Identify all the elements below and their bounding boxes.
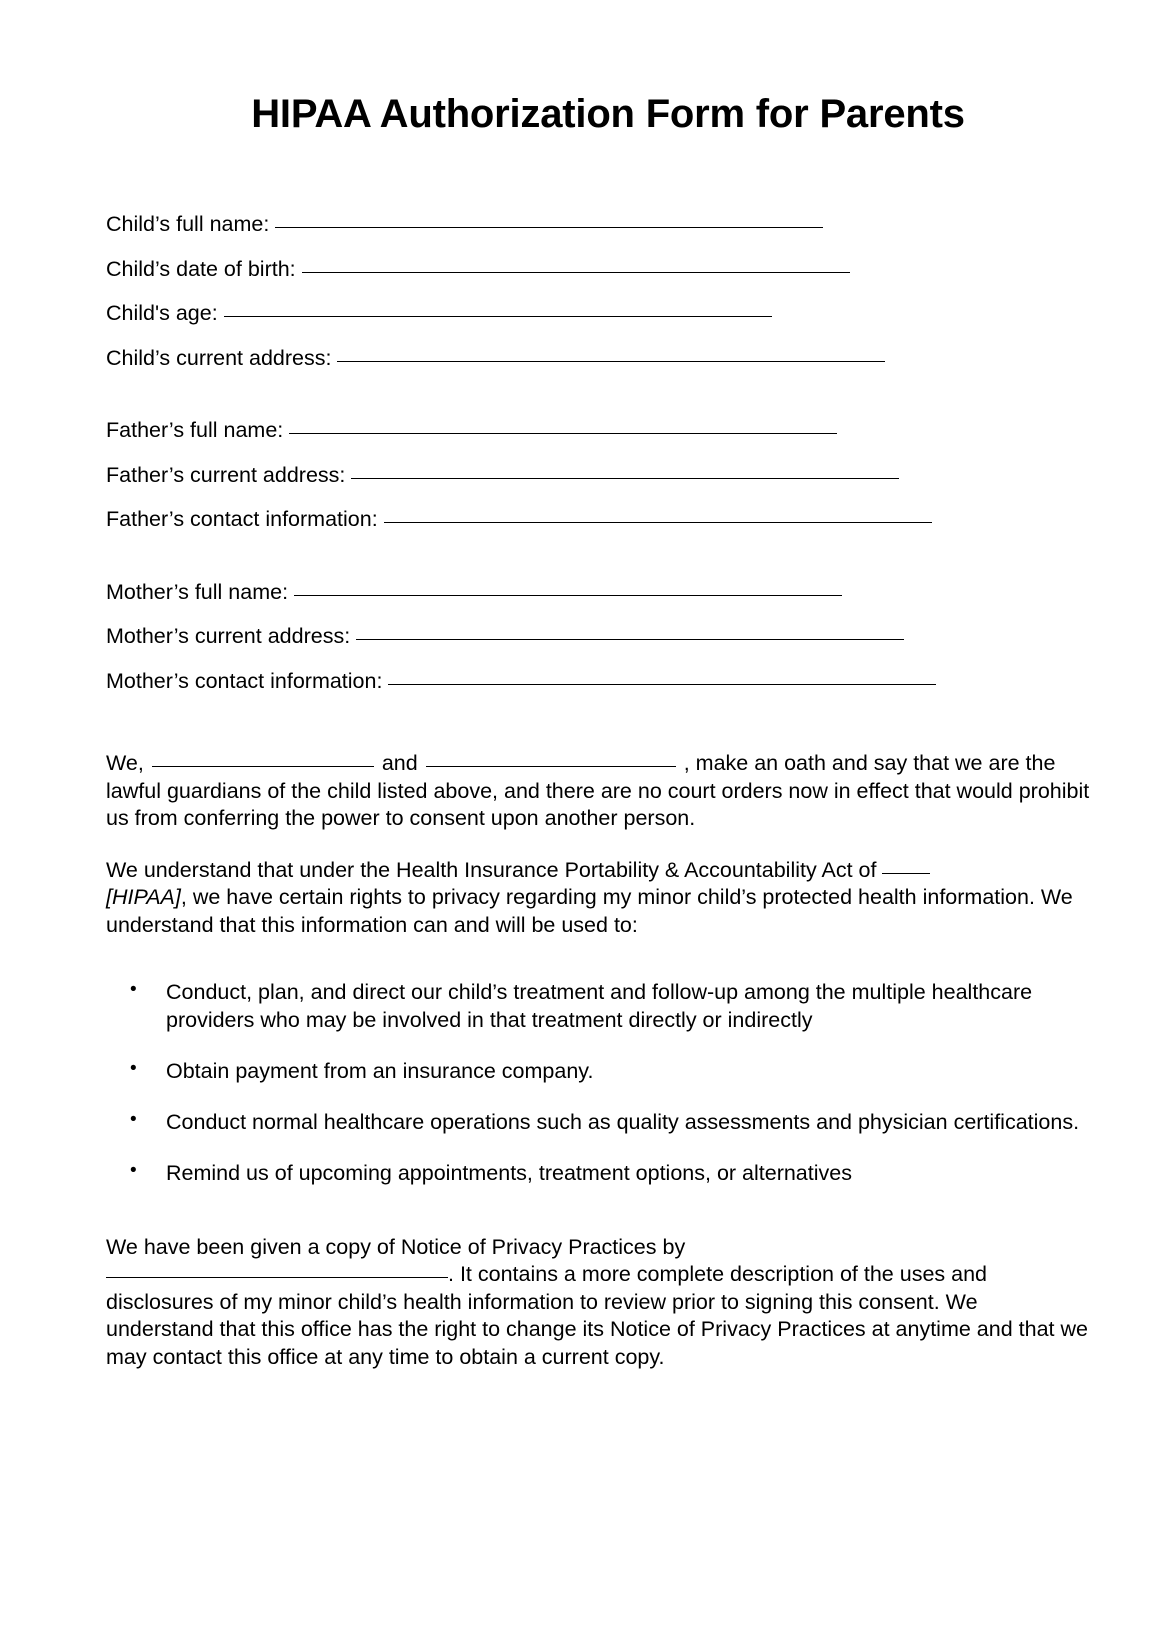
fill-in-line[interactable] [384, 522, 932, 523]
understanding-paragraph [106, 857, 1090, 940]
section-spacer [106, 554, 1086, 582]
oath-paragraph [106, 750, 1090, 833]
guardian-two-blank[interactable] [426, 766, 676, 767]
list-item: • Remind us of upcoming appointments, treatment options, or alternatives [130, 1160, 1090, 1188]
fill-in-line[interactable] [356, 639, 904, 640]
understanding-part-one: We understand that under the Health Insurance Portability & Accountability Act of [106, 857, 883, 882]
fill-in-line[interactable] [224, 316, 772, 317]
field-mother-contact-information[interactable] [106, 668, 1086, 693]
fill-in-line[interactable] [351, 478, 899, 479]
field-label: Father’s full name: [106, 418, 284, 442]
fill-in-line[interactable] [294, 595, 842, 596]
understanding-part-two: , we have certain rights to privacy regarding my minor child’s protected health information. We understand that this information can and will be used to: [106, 885, 1073, 937]
list-item: • Conduct normal healthcare operations such as quality assessments and physician certifications. [130, 1109, 1090, 1137]
oath-tail: , make an oath and say that we are the lawful guardians of the child listed above, and there are no court orders now in effect that would prohibit us from conferring the power to consent upon another person. [106, 751, 1090, 831]
field-father-contact-information[interactable] [106, 509, 1086, 531]
field-mother-full-name[interactable] [106, 579, 1086, 604]
fill-in-line[interactable] [289, 433, 837, 434]
list-item: • Obtain payment from an insurance company. [130, 1058, 1090, 1086]
field-child-full-name[interactable] [106, 214, 1086, 236]
field-label: Child’s current address: [106, 345, 332, 370]
oath-lead: We, [106, 751, 144, 775]
field-label: Mother’s current address: [106, 624, 351, 648]
notice-part-one: We have been given a copy of Notice of Privacy Practices by [106, 1234, 686, 1259]
field-child-age[interactable] [106, 303, 1086, 325]
field-child-date-of-birth[interactable] [106, 256, 1086, 281]
field-label: Child’s date of birth: [106, 256, 296, 281]
oath-joiner: and [381, 751, 418, 775]
uses-bullet-list [106, 979, 1090, 1188]
field-label: Father’s contact information: [106, 507, 378, 531]
fill-in-line[interactable] [302, 272, 850, 273]
hipaa-bracket-term: [HIPAA] [106, 885, 181, 910]
list-item: • Conduct, plan, and direct our child’s treatment and follow-up among the multiple healthcare providers who may be involved in that treatment directly or indirectly [130, 979, 1090, 1035]
field-child-current-address[interactable] [106, 345, 1086, 370]
field-label: Mother’s contact information: [106, 668, 383, 693]
notice-paragraph [106, 1234, 1090, 1372]
form-fields-section [0, 214, 1176, 692]
notice-block [106, 1234, 1090, 1372]
field-label: Mother’s full name: [106, 579, 289, 604]
field-label: Child’s full name: [106, 212, 270, 236]
fill-in-line[interactable] [275, 227, 823, 228]
guardian-one-blank[interactable] [152, 766, 374, 767]
provider-name-blank[interactable] [106, 1277, 448, 1278]
field-label: Child's age: [106, 301, 218, 325]
field-father-current-address[interactable] [106, 462, 1086, 487]
field-mother-current-address[interactable] [106, 626, 1086, 648]
hipaa-year-blank[interactable] [882, 873, 930, 874]
notice-part-two: . It contains a more complete description of the uses and disclosures of my minor child’s health information to review prior to signing this consent. We understand that this office has the right to change its Notice of Privacy Practices at anytime and that we may contact this office at any time to obtain a current copy. [106, 1262, 1088, 1369]
fill-in-line[interactable] [388, 684, 936, 685]
page-title: HIPAA Authorization Form for Parents [251, 92, 965, 136]
section-spacer [106, 392, 1086, 420]
field-father-full-name[interactable] [106, 420, 1086, 442]
fill-in-line[interactable] [337, 361, 885, 362]
field-label: Father’s current address: [106, 462, 346, 487]
document-body [0, 750, 1176, 1371]
